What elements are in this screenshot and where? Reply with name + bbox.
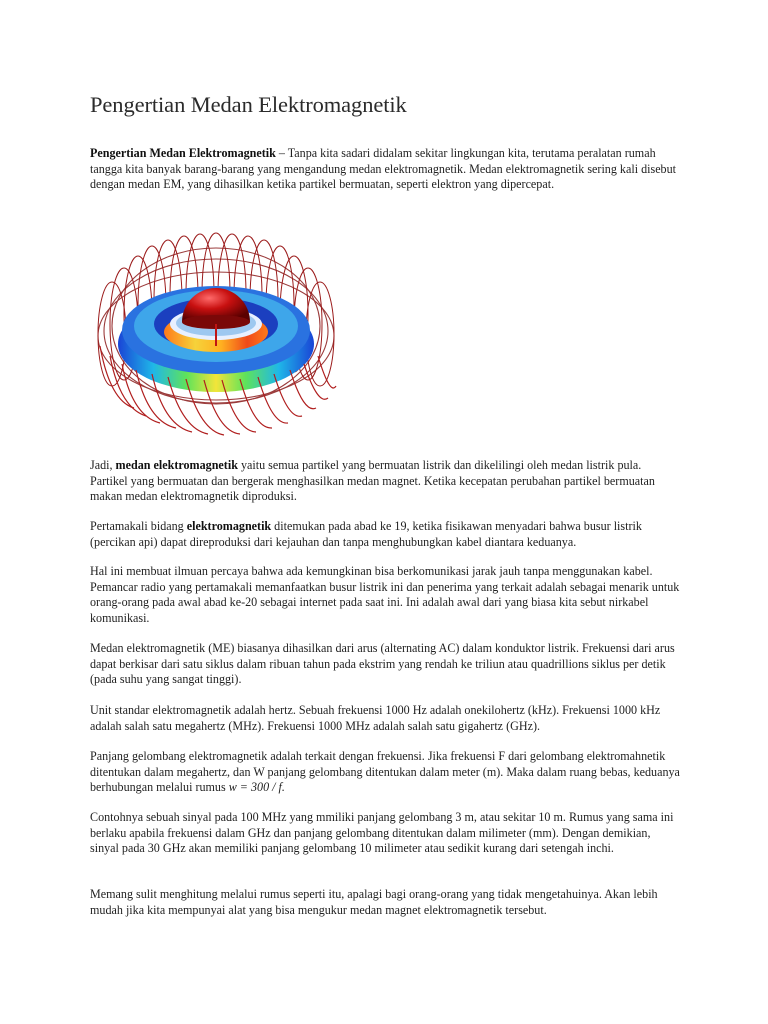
paragraph-2: [90, 519, 680, 550]
paragraph-8: Memang sulit menghitung melalui rumus seperti itu, apalagi bagi orang-orang yang tidak mengetahuinya. Akan lebih mudah jika kita mempunyai alat yang bisa mengukur medan magnet elektromagnetik tersebut.: [90, 887, 658, 917]
p1-bold: medan elektromagnetik: [115, 458, 238, 472]
intro-lead: Pengertian Medan Elektromagnetik: [90, 146, 276, 160]
p6-formula: w = 300 / f.: [228, 780, 285, 795]
intro-paragraph: [90, 146, 680, 193]
paragraph-1: [90, 458, 680, 505]
p2-bold: elektromagnetik: [186, 519, 272, 533]
p2-text-c: ditemukan pada abad ke 19, ketika fisikawan menyadari bahwa busur listrik (percikan api) dapat direproduksi dari kejauhan dan tanpa menghubungkan kabel diantara keduanya.: [90, 519, 642, 549]
p1-text-c: yaitu semua partikel yang bermuatan listrik dan dikelilingi oleh medan listrik pula. Partikel yang bermuatan dan bergerak menghasilkan medan magnet. Ketika kecepatan perubahan partikel bermuatan makan medan elektromagnetik diproduksi.: [90, 458, 655, 504]
p2-text-a: Pertamakali bidang: [90, 519, 187, 533]
intro-text: – Tanpa kita sadari didalam sekitar lingkungan kita, terutama peralatan rumah tangga kita banyak barang-barang yang mengandung medan elektromagnetik. Medan elektromagnetik sering kali disebut dengan medan EM, yang dihasilkan ketika partikel bermuatan, seperti elektron yang dipercepat.: [90, 146, 677, 192]
toroidal-coil-icon: [90, 226, 342, 444]
paragraph-7: Contohnya sebuah sinyal pada 100 MHz yang mmiliki panjang gelombang 3 m, atau sekitar 10 m. Rumus yang sama ini berlaku apabila frekuensi dalam GHz dan panjang gelombang ditentukan dalam milimeter (mm). Dengan demikian, sinyal pada 30 GHz akan memiliki panjang gelombang 10 milimeter atau sedikit kurang dari setengah inchi.: [90, 810, 674, 856]
paragraph-6: [90, 749, 680, 796]
paragraph-3: Hal ini membuat ilmuan percaya bahwa ada kemungkinan bisa berkomunikasi jarak jauh tanpa menggunakan kabel. Pemancar radio yang pertamakali memanfaatkan busur listrik ini dan penerima yang terkait adalah sebagai menarik untuk orang-orang pada awal abad ke-20 sebagai internet pada saat ini. Ini adalah awal dari yang biasa kita sebut nirkabel komunikasi.: [90, 564, 680, 625]
p6-text: Panjang gelombang elektromagnetik adalah terkait dengan frekuensi. Jika frekuensi F dari gelombang elektromahnetik ditentukan dalam megahertz, dan W panjang gelombang ditentukan dalam meter (m). Maka dalam ruang bebas, keduanya berhubungan melalui rumus: [90, 749, 680, 795]
p1-text-a: Jadi,: [90, 458, 116, 472]
paragraph-5: Unit standar elektromagnetik adalah hertz. Sebuah frekuensi 1000 Hz adalah onekilohertz (kHz). Frekuensi 1000 kHz adalah salah satu megahertz (MHz). Frekuensi 1000 MHz adalah salah satu gigahertz (GHz).: [90, 703, 661, 733]
paragraph-4: Medan elektromagnetik (ME) biasanya dihasilkan dari arus (alternating AC) dalam konduktor listrik. Frekuensi dari arus dapat berkisar dari satu siklus dalam ribuan tahun pada ekstrim yang rendah ke triliun atau quadrillions siklus per detik (pada suhu yang sangat tinggi).: [90, 641, 675, 687]
page-title: Pengertian Medan Elektromagnetik: [90, 92, 407, 117]
